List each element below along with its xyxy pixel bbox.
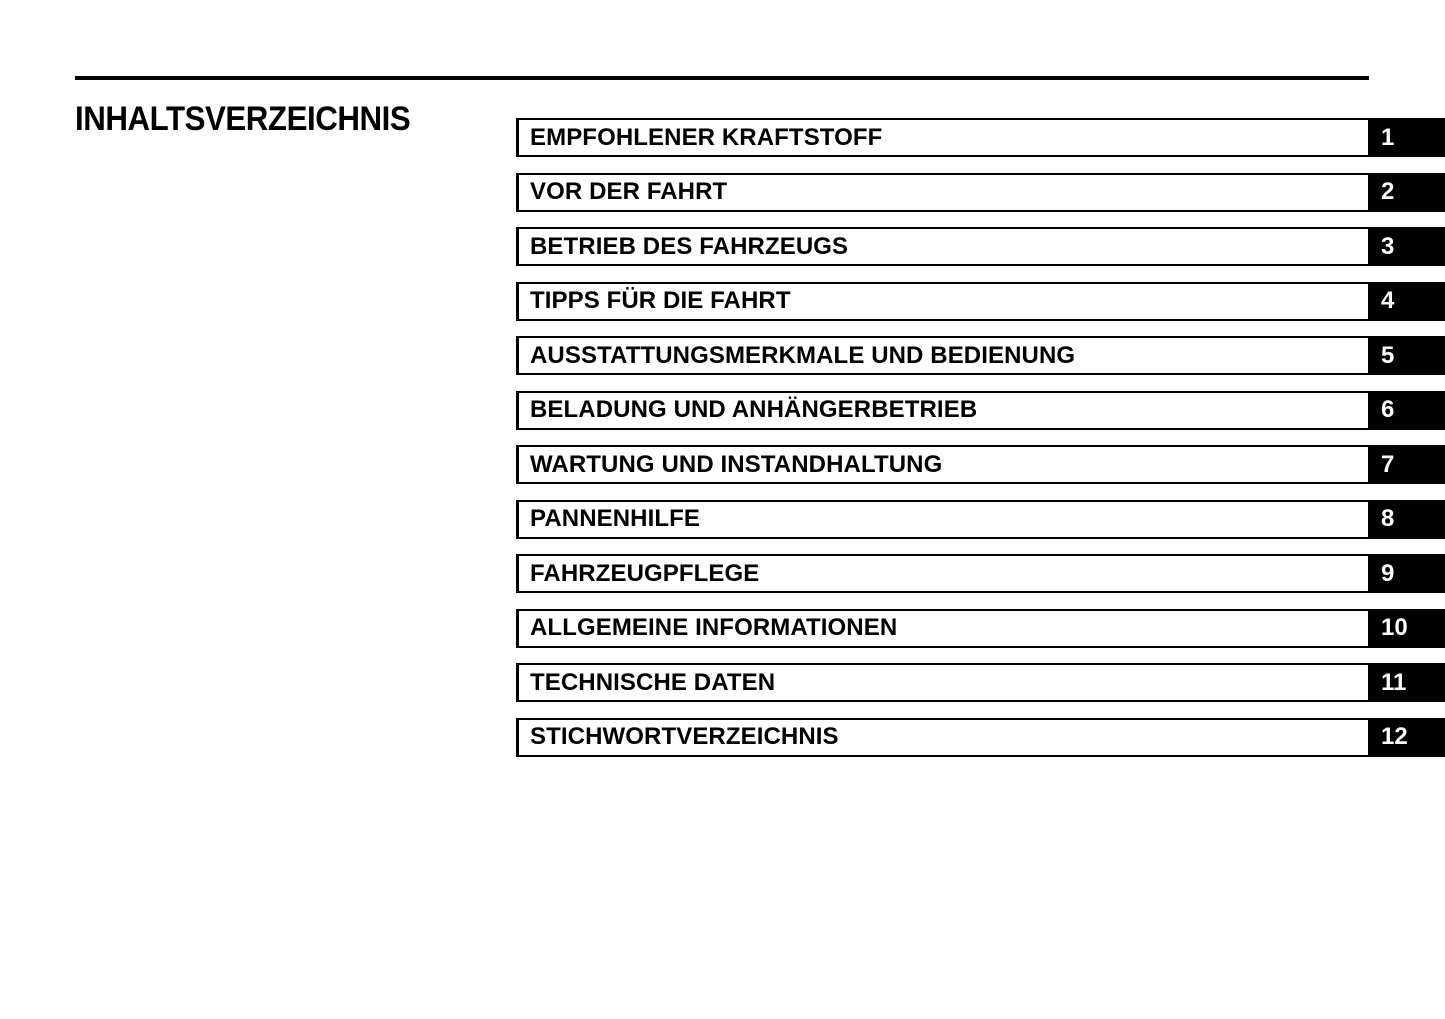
toc-entry-3[interactable] — [516, 227, 1445, 266]
toc-entry-number: 10 — [1381, 614, 1408, 641]
toc-entry-label: TECHNISCHE DATEN — [530, 668, 776, 696]
toc-entry-tab — [1368, 336, 1445, 375]
toc-entry-label: ALLGEMEINE INFORMATIONEN — [530, 614, 898, 641]
toc-entry-number: 6 — [1381, 396, 1395, 423]
toc-entry-label-box — [516, 554, 1368, 593]
toc-entry-label: AUSSTATTUNGSMERKMALE UND BEDIENUNG — [530, 341, 1076, 369]
toc-entry-number: 9 — [1381, 559, 1395, 587]
toc-entry-label-box — [516, 609, 1368, 648]
table-of-contents — [516, 118, 1445, 772]
toc-entry-number: 5 — [1381, 341, 1395, 369]
toc-entry-tab — [1368, 445, 1445, 484]
page-title: INHALTSVERZEICHNIS — [75, 100, 411, 138]
toc-entry-label: FAHRZEUGPFLEGE — [530, 559, 760, 587]
top-divider — [75, 76, 1369, 80]
toc-entry-number: 2 — [1381, 178, 1395, 205]
toc-entry-number: 1 — [1381, 123, 1395, 151]
toc-entry-tab — [1368, 718, 1445, 757]
toc-entry-label-box — [516, 445, 1368, 484]
toc-entry-label: BELADUNG UND ANHÄNGERBETRIEB — [530, 396, 978, 423]
toc-entry-label: TIPPS FÜR DIE FAHRT — [530, 287, 791, 314]
toc-entry-tab — [1368, 554, 1445, 593]
toc-entry-7[interactable] — [516, 445, 1445, 484]
toc-entry-label-box — [516, 500, 1368, 539]
toc-entry-tab — [1368, 118, 1445, 157]
toc-entry-tab — [1368, 500, 1445, 539]
toc-entry-label-box — [516, 663, 1368, 702]
toc-entry-12[interactable] — [516, 718, 1445, 757]
toc-entry-label-box — [516, 282, 1368, 321]
toc-entry-number: 8 — [1381, 505, 1395, 532]
toc-entry-6[interactable] — [516, 391, 1445, 430]
toc-entry-label-box — [516, 391, 1368, 430]
toc-entry-tab — [1368, 227, 1445, 266]
toc-entry-label-box — [516, 227, 1368, 266]
toc-entry-11[interactable] — [516, 663, 1445, 702]
toc-entry-number: 3 — [1381, 232, 1395, 260]
toc-entry-label-box — [516, 173, 1368, 212]
toc-entry-tab — [1368, 663, 1445, 702]
toc-entry-tab — [1368, 391, 1445, 430]
toc-entry-label: EMPFOHLENER KRAFTSTOFF — [530, 123, 883, 151]
toc-entry-label-box — [516, 118, 1368, 157]
toc-entry-4[interactable] — [516, 282, 1445, 321]
toc-entry-number: 12 — [1381, 723, 1408, 750]
toc-entry-2[interactable] — [516, 173, 1445, 212]
toc-entry-1[interactable] — [516, 118, 1445, 157]
toc-entry-label-box — [516, 336, 1368, 375]
toc-entry-label: PANNENHILFE — [530, 505, 700, 532]
toc-entry-number: 7 — [1381, 450, 1395, 478]
toc-entry-label: BETRIEB DES FAHRZEUGS — [530, 232, 849, 260]
toc-entry-number: 4 — [1381, 287, 1395, 314]
toc-entry-label: STICHWORTVERZEICHNIS — [530, 723, 839, 750]
toc-entry-10[interactable] — [516, 609, 1445, 648]
toc-entry-5[interactable] — [516, 336, 1445, 375]
toc-entry-8[interactable] — [516, 500, 1445, 539]
toc-entry-label: VOR DER FAHRT — [530, 178, 728, 205]
toc-entry-tab — [1368, 609, 1445, 648]
toc-entry-9[interactable] — [516, 554, 1445, 593]
toc-entry-number: 11 — [1381, 668, 1407, 696]
toc-entry-label-box — [516, 718, 1368, 757]
toc-entry-label: WARTUNG UND INSTANDHALTUNG — [530, 450, 943, 478]
toc-entry-tab — [1368, 282, 1445, 321]
toc-entry-tab — [1368, 173, 1445, 212]
